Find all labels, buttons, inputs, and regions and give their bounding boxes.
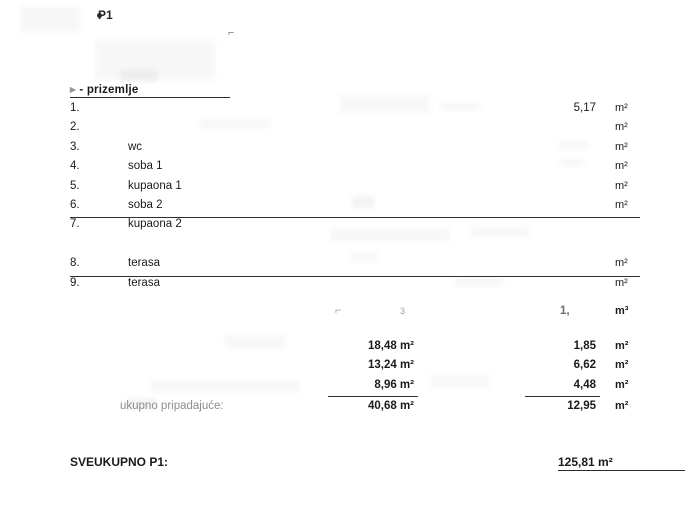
row-unit: m² — [615, 276, 628, 289]
list-item — [70, 178, 640, 197]
list-item — [70, 236, 640, 255]
row-value: 5,17 — [573, 102, 596, 114]
row-label: wc — [128, 140, 143, 153]
grand-total-value: 125,81 m² — [558, 455, 685, 471]
row-number: 9. — [70, 276, 80, 289]
scan-mark-icon: ⌐ — [228, 27, 235, 39]
faint-unit: m³ — [615, 305, 629, 317]
list-item — [70, 197, 640, 216]
list-item — [70, 275, 640, 294]
row-unit: m² — [615, 102, 628, 114]
row-number: 3. — [70, 140, 80, 153]
row-unit: m² — [615, 198, 628, 211]
row-unit: m² — [615, 257, 628, 270]
totals-row — [70, 377, 640, 396]
row-unit: m² — [615, 179, 628, 192]
totals-unit: m² — [615, 359, 629, 372]
totals-unit: m² — [615, 399, 629, 412]
top-mark-label: P1 — [98, 8, 113, 22]
totals-unit: m² — [615, 340, 629, 352]
header-label: - prizemlje — [79, 84, 139, 96]
totals-value-secondary: 12,95 — [567, 399, 596, 412]
row-label: kupaona 2 — [128, 218, 182, 231]
row-unit: m² — [615, 121, 628, 134]
list-item — [70, 100, 640, 119]
totals-value-secondary: 6,62 — [573, 359, 596, 372]
row-unit: m² — [615, 140, 628, 153]
scan-artifact — [20, 6, 80, 32]
list-item — [70, 216, 640, 235]
row-label: terasa — [128, 276, 160, 289]
list-item — [70, 158, 640, 177]
totals-value-secondary: 1,85 — [573, 340, 596, 352]
list-item — [70, 119, 640, 138]
scan-artifact — [95, 40, 215, 80]
divider — [70, 276, 640, 277]
row-label: kupaona 1 — [128, 179, 182, 192]
section-header — [70, 82, 230, 98]
header-prefix-icon: ▸ — [70, 84, 76, 96]
row-number: 6. — [70, 198, 80, 211]
totals-value: 18,48 m² — [367, 340, 414, 352]
row-number: 8. — [70, 257, 80, 270]
row-number: 5. — [70, 179, 80, 192]
totals-value: 13,24 m² — [367, 359, 414, 372]
list-item — [70, 139, 640, 158]
row-number: 1. — [70, 102, 80, 114]
totals-block — [70, 338, 640, 418]
totals-value: 40,68 m² — [367, 399, 414, 412]
totals-row — [70, 338, 640, 357]
totals-unit: m² — [615, 378, 629, 391]
row-label: soba 2 — [128, 198, 163, 211]
row-number: 2. — [70, 121, 80, 134]
list-item — [70, 255, 640, 274]
row-label: soba 1 — [128, 160, 163, 173]
totals-value-secondary: 4,48 — [573, 378, 596, 391]
row-unit: m² — [615, 160, 628, 173]
faint-value-right: 1, — [560, 305, 570, 317]
totals-row — [70, 396, 640, 418]
row-number: 4. — [70, 160, 80, 173]
faint-value-left: ⌐ — [335, 305, 342, 317]
divider — [70, 217, 640, 218]
totals-value: 8,96 m² — [374, 378, 414, 391]
faint-exponent: 3 — [400, 306, 406, 316]
totals-label: ukupno pripadajuće: — [120, 399, 224, 412]
row-label: terasa — [128, 257, 160, 270]
room-list — [70, 100, 640, 294]
totals-row — [70, 357, 640, 376]
scan-artifact — [120, 70, 158, 82]
row-number: 7. — [70, 218, 80, 231]
grand-total-label: SVEUKUPNO P1: — [70, 455, 169, 469]
